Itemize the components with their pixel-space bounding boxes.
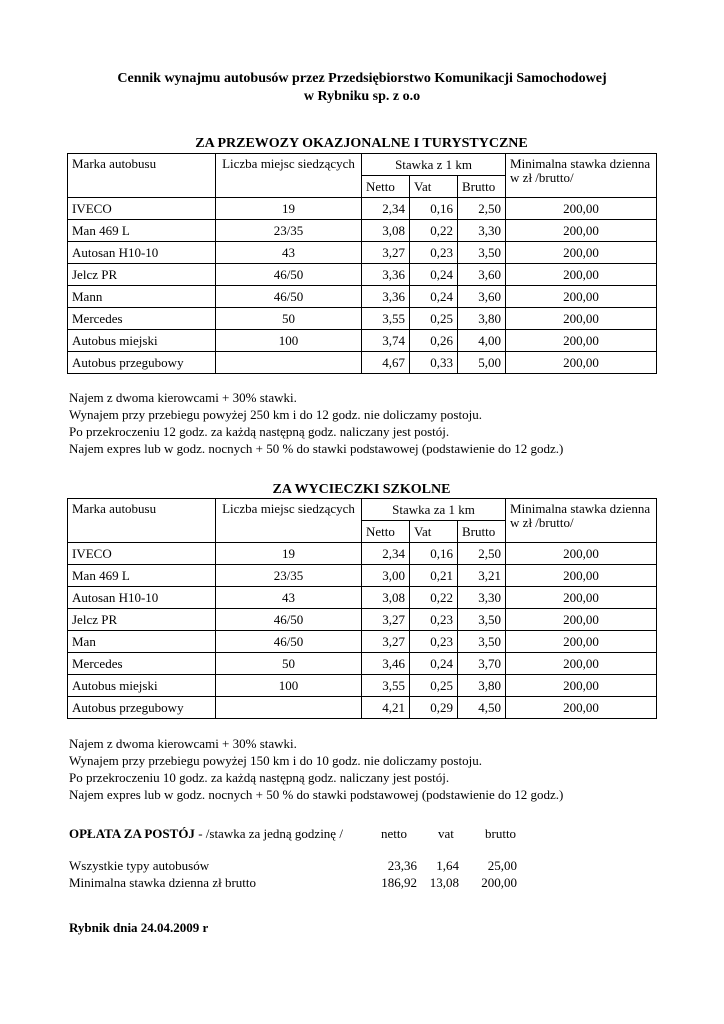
cell-vat: 0,21 [410,565,458,587]
cell-min-rate: 200,00 [506,587,657,609]
cell-vat: 0,25 [410,308,458,330]
cell-brutto: 3,60 [458,264,506,286]
parking-row-brutto: 200,00 [481,875,517,890]
cell-vat: 0,25 [410,675,458,697]
cell-brand: Man 469 L [68,220,216,242]
cell-netto: 3,55 [362,308,410,330]
cell-brutto: 3,30 [458,220,506,242]
col-header-seats: Liczba miejsc siedzących [216,499,362,543]
parking-row-netto: 186,92 [381,875,417,890]
cell-seats: 46/50 [216,264,362,286]
section2-title: ZA WYCIECZKI SZKOLNE [272,482,451,497]
col-header-brutto: Brutto [458,176,506,198]
parking-row-label: Minimalna stawka dzienna zł brutto [69,875,257,890]
col-header-min-rate: Minimalna stawka dzienna w zł /brutto/ [506,154,657,198]
cell-brand: Jelcz PR [68,609,216,631]
cell-seats: 19 [216,198,362,220]
parking-col-brutto: brutto [485,826,517,841]
cell-netto: 3,36 [362,264,410,286]
table-row [68,653,657,675]
section1-price-table [67,153,657,374]
cell-seats: 43 [216,242,362,264]
parking-row-vat: 13,08 [429,875,459,890]
cell-brutto: 4,50 [458,697,506,719]
cell-seats: 100 [216,675,362,697]
cell-brutto: 3,80 [458,308,506,330]
cell-min-rate: 200,00 [506,220,657,242]
parking-fee-label: OPŁATA ZA POSTÓJ - /stawka za jedną godzinę / [69,826,343,841]
col-header-vat: Vat [410,176,458,198]
table-row [68,286,657,308]
cell-seats: 19 [216,543,362,565]
cell-brand: IVECO [68,198,216,220]
cell-brutto: 3,70 [458,653,506,675]
table-row [68,264,657,286]
col-header-rate: Stawka z 1 km [362,154,506,176]
cell-brand: Mercedes [68,308,216,330]
cell-min-rate: 200,00 [506,653,657,675]
col-header-brand: Marka autobusu [68,154,216,198]
cell-netto: 3,08 [362,220,410,242]
cell-brand: Autobus przegubowy [68,697,216,719]
cell-brutto: 5,00 [458,352,506,374]
col-header-brutto: Brutto [458,521,506,543]
cell-brutto: 3,21 [458,565,506,587]
cell-brutto: 3,80 [458,675,506,697]
note-line: Najem expres lub w godz. nocnych + 50 % do stawki podstawowej (podstawienie do 12 godz.) [69,787,564,802]
cell-brutto: 3,50 [458,242,506,264]
col-header-brand: Marka autobusu [68,499,216,543]
cell-netto: 3,27 [362,242,410,264]
table-row [68,675,657,697]
cell-netto: 3,08 [362,587,410,609]
cell-brand: Man 469 L [68,565,216,587]
cell-netto: 3,46 [362,653,410,675]
table-row [68,308,657,330]
place-date: Rybnik dnia 24.04.2009 r [69,920,209,935]
cell-vat: 0,16 [410,543,458,565]
col-header-netto: Netto [362,521,410,543]
cell-min-rate: 200,00 [506,609,657,631]
cell-seats: 46/50 [216,631,362,653]
parking-row-label: Wszystkie typy autobusów [69,858,210,873]
cell-seats: 50 [216,308,362,330]
cell-brand: Mann [68,286,216,308]
cell-min-rate: 200,00 [506,308,657,330]
cell-seats: 46/50 [216,286,362,308]
note-line: Najem expres lub w godz. nocnych + 50 % do stawki podstawowej (podstawienie do 12 godz.) [69,441,564,456]
cell-brand: Autosan H10-10 [68,587,216,609]
cell-brand: Autobus miejski [68,330,216,352]
cell-vat: 0,23 [410,631,458,653]
cell-vat: 0,23 [410,609,458,631]
cell-seats: 23/35 [216,565,362,587]
cell-min-rate: 200,00 [506,697,657,719]
table-row [68,543,657,565]
cell-brand: Autobus przegubowy [68,352,216,374]
col-header-min-rate: Minimalna stawka dzienna w zł /brutto/ [506,499,657,543]
document-title-line2: w Rybniku sp. z o.o [303,89,421,104]
parking-row-brutto: 25,00 [487,858,517,873]
table-row [68,220,657,242]
cell-vat: 0,26 [410,330,458,352]
table-row [68,352,657,374]
cell-brutto: 3,30 [458,587,506,609]
cell-brand: Jelcz PR [68,264,216,286]
cell-netto: 2,34 [362,543,410,565]
note-line: Wynajem przy przebiegu powyżej 250 km i do 12 godz. nie doliczamy postoju. [69,407,482,422]
cell-vat: 0,16 [410,198,458,220]
cell-seats: 23/35 [216,220,362,242]
cell-netto: 3,27 [362,609,410,631]
cell-vat: 0,22 [410,587,458,609]
cell-netto: 3,55 [362,675,410,697]
section2-price-table [67,498,657,719]
note-line: Najem z dwoma kierowcami + 30% stawki. [69,390,297,405]
cell-min-rate: 200,00 [506,198,657,220]
parking-col-netto: netto [381,826,407,841]
cell-brand: Autosan H10-10 [68,242,216,264]
cell-min-rate: 200,00 [506,264,657,286]
cell-netto: 4,21 [362,697,410,719]
cell-seats: 43 [216,587,362,609]
col-header-netto: Netto [362,176,410,198]
section1-title: ZA PRZEWOZY OKAZJONALNE I TURYSTYCZNE [195,136,528,151]
note-line: Najem z dwoma kierowcami + 30% stawki. [69,736,297,751]
note-line: Po przekroczeniu 12 godz. za każdą następną godz. naliczany jest postój. [69,424,450,439]
cell-vat: 0,24 [410,286,458,308]
cell-brutto: 3,50 [458,631,506,653]
note-line: Wynajem przy przebiegu powyżej 150 km i do 10 godz. nie doliczamy postoju. [69,753,482,768]
cell-min-rate: 200,00 [506,565,657,587]
section1-notes [69,389,563,457]
cell-seats: 100 [216,330,362,352]
cell-vat: 0,29 [410,697,458,719]
cell-brutto: 3,50 [458,609,506,631]
cell-brutto: 2,50 [458,543,506,565]
parking-col-vat: vat [438,826,454,841]
cell-vat: 0,23 [410,242,458,264]
table-row [68,198,657,220]
table-row [68,587,657,609]
col-header-seats: Liczba miejsc siedzących [216,154,362,198]
cell-min-rate: 200,00 [506,352,657,374]
cell-brutto: 2,50 [458,198,506,220]
section2-notes [69,735,563,803]
cell-brutto: 3,60 [458,286,506,308]
cell-brand: Man [68,631,216,653]
col-header-rate: Stawka za 1 km [362,499,506,521]
cell-vat: 0,24 [410,264,458,286]
parking-row-vat: 1,64 [436,858,459,873]
parking-row-netto: 23,36 [387,858,417,873]
cell-min-rate: 200,00 [506,543,657,565]
cell-netto: 3,27 [362,631,410,653]
cell-brand: Autobus miejski [68,675,216,697]
cell-min-rate: 200,00 [506,242,657,264]
cell-vat: 0,33 [410,352,458,374]
cell-vat: 0,22 [410,220,458,242]
cell-min-rate: 200,00 [506,286,657,308]
cell-brand: IVECO [68,543,216,565]
table-row [68,242,657,264]
cell-brutto: 4,00 [458,330,506,352]
cell-brand: Mercedes [68,653,216,675]
cell-netto: 3,74 [362,330,410,352]
cell-seats: 50 [216,653,362,675]
table-row [68,631,657,653]
cell-netto: 4,67 [362,352,410,374]
cell-netto: 2,34 [362,198,410,220]
cell-min-rate: 200,00 [506,330,657,352]
cell-seats [216,697,362,719]
document-title-line1: Cennik wynajmu autobusów przez Przedsiębiorstwo Komunikacji Samochodowej [117,71,607,86]
cell-min-rate: 200,00 [506,631,657,653]
cell-seats: 46/50 [216,609,362,631]
note-line: Po przekroczeniu 10 godz. za każdą następną godz. naliczany jest postój. [69,770,450,785]
table-row [68,697,657,719]
cell-netto: 3,36 [362,286,410,308]
table-row [68,565,657,587]
table-row [68,609,657,631]
cell-seats [216,352,362,374]
col-header-vat: Vat [410,521,458,543]
cell-min-rate: 200,00 [506,675,657,697]
cell-vat: 0,24 [410,653,458,675]
table-row [68,330,657,352]
cell-netto: 3,00 [362,565,410,587]
